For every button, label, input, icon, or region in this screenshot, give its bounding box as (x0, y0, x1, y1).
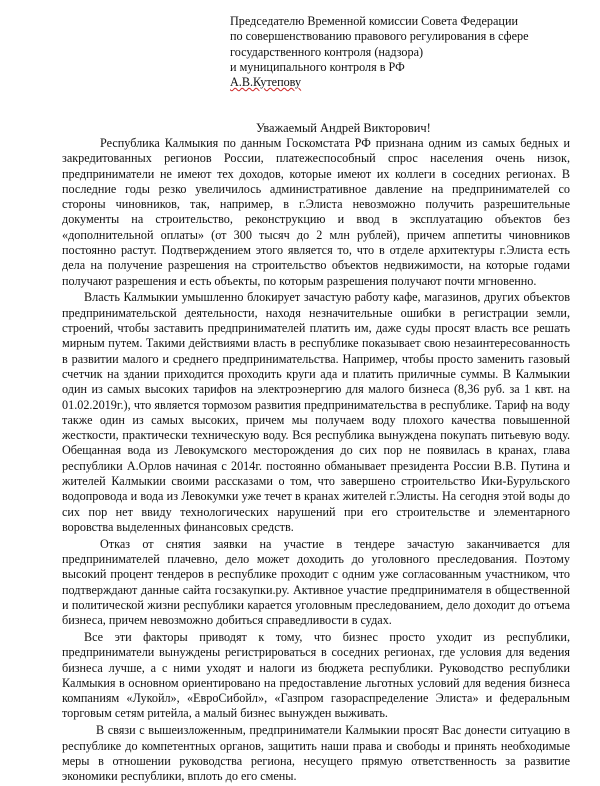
paragraph-4: Все эти факторы приводят к тому, что бизнес просто уходит из республики, предприниматели вынуждены регистрироваться в соседних регионах, где условия для ведения бизнеса лучше, а с ними уходят и налоги из бюджета республики. Руководство республики Калмыкия в основном ориентировано на предоставление льготных условий для ведения бизнеса компаниям «Лукойл», «ЕвроСибойл», «Газпром газораспределение Элиста» и федеральным торговым сетям ритейла, а малый бизнес вынужден выживать. (62, 630, 570, 721)
addressee-line: Председателю Временной комиссии Совета Федерации (230, 14, 518, 28)
addressee-line: по совершенствованию правового регулирования в сфере (230, 29, 529, 44)
addressee-line: и муниципального контроля в РФ (230, 59, 405, 74)
addressee-block (230, 14, 590, 90)
paragraph-2: Власть Калмыкии умышленно блокирует зачастую работу кафе, магазинов, других объектов предпринимательской деятельности, находя незначительные ошибки в регистрации земли, строений, чтобы заставить предпринимателей платить им, даже суды просят власть все решать мирным путем. Такими действиями власть в республике показывает свою незаинтересованность в развитии малого и среднего предпринимательства. Например, чтобы просто заменить газовый счетчик на здании приходится проходить круги ада и платить приличные суммы. В Калмыкии один из самых высоких тарифов на электроэнергию для малого бизнеса (8,36 руб. за 1 квт. на 01.02.2019г.), что является тормозом развития предпринимательства в республике. Тариф на воду также один из самых высоких, причем мы получаем воду плохого качества повышенной жесткости, практически техническую воду. Вся республика вынуждена покупать питьевую воду. Обещанная вода из Левокумского месторождения до сих пор не появилась в кранах, глава республики А.Орлов начиная с 2014г. постоянно обманывает президента России В.В. Путина и жителей Калмыкии своими рассказами о том, что завершено строительство Ики-Бурульского водопровода и вода из Левокумки уже течет в кранах жителей г.Элисты. На сегодня этой воды до сих пор нет ввиду технологических нарушений при его строительстве и элементарного воровства выделенных финансовых средств. (62, 290, 570, 534)
addressee-name: А.В.Кутепову (230, 75, 302, 90)
paragraph-1: Республика Калмыкия по данным Госкомстата РФ признана одним из самых бедных и закредитованных регионов России, платежеспособный спрос населения очень низок, предприниматели не имеют тех доходов, которые имеют их коллеги в соседних регионах. В последние годы резко увеличилось административное давление на предпринимателей со стороны чиновников, так, например, в г.Элиста невозможно получить разрешительные документы на строительство, реконструкцию и ввод в эксплуатацию объектов без «дополнительной оплаты» (от 300 тысяч до 2 млн рублей), причем аппетиты чиновников постоянно растут. Подтверждением этого является то, что в отделе архитектуры г.Элиста есть дела на получение разрешения на строительство объектов недвижимости, на которые годами получают разрешения и есть объекты, по которым разрешения получают почти мгновенно. (62, 136, 570, 288)
paragraph-3: Отказ от снятия заявки на участие в тендере зачастую заканчивается для предпринимателей плачевно, дело может доходить до уголовного преследования. Поэтому высокий процент тендеров в республике проходит с одним уже согласованным участником, что подтверждают данные сайта госзакупки.ру. Активное участие предпринимателя в общественной и политической жизни республики карается уголовным преследованием, дело доходит до отъема бизнеса, причем невозможно добиться справедливости в судах. (62, 536, 570, 628)
paragraph-5: В связи с вышеизложенным, предприниматели Калмыкии просят Вас донести ситуацию в республике до компетентных органов, защитить наши права и свободы и принять необходимые меры в отношении руководства региона, несущего прямую ответственность за развитие экономики республики, вплоть до его смены. (62, 723, 570, 784)
addressee-line: государственного контроля (надзора) (230, 44, 424, 59)
greeting: Уважаемый Андрей Викторович! (256, 121, 431, 135)
letter-body (62, 136, 570, 786)
